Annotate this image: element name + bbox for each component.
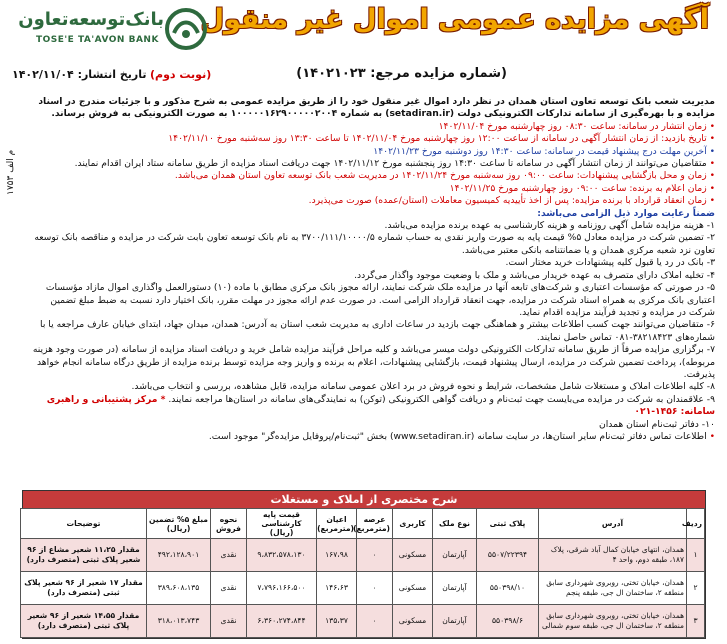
table-cell: مسکونی xyxy=(393,539,433,572)
intro-paragraph: مدیریت شعب بانک توسعه تعاون استان همدان در نظر دارد اموال غیر منقول خود را از طریق مزایده عمومی به شرح مذکور و با جزئیات مندرج در اسناد مزایده و با بهره‌گیری از سامانه تدارکات الکترونیکی دولت (setadiran.ir) به شماره ۱۰۰۰۰۰۱۶۲۹۰۰۰۰۰۲۰۰۴ به صورت الکترونیکی به فروش برساند. xyxy=(38,96,715,120)
table-header-row xyxy=(21,509,705,539)
support-note: * مرکز پشتیبانی و راهبری سامانه: ۱۴۵۶-۰۲۱ xyxy=(46,393,715,418)
table-header: کاربری xyxy=(393,509,433,539)
table-row xyxy=(21,605,705,638)
schedule-item: • آخرین مهلت درج پیشنهاد قیمت در سامانه: ساعت ۱۴:۳۰ روز دوشنبه مورخ ۱۴۰۲/۱۱/۲۳ xyxy=(373,145,715,157)
bank-logo xyxy=(14,5,214,57)
condition-item: ۱۰- دفاتر ثبت‌نام استان همدان xyxy=(598,418,715,430)
table-header: آدرس xyxy=(539,509,687,539)
table-cell: مسکونی xyxy=(393,605,433,638)
condition-item: ۸- کلیه اطلاعات املاک و مستغلات شامل مشخصات، شرایط و نحوه فروش در برد اعلان عمومی سامانه مزایده، قابل مشاهده، بررسی و انتخاب می‌باشد. xyxy=(131,381,715,393)
condition-item: ۵- در صورتی که مؤسسات اعتباری و شرکت‌های تابعه آنها در مزایده ملک شرکت نمایند، ارائه مجوز بانک مرکزی مطابق با ماده (۱۰) دستورالعمل واگذاری اموال مازاد مؤسسات اعتباری بانک مرکزی به همراه اسناد شرکت در مزایده، جهت انعقاد قرارداد الزامی است. در صورت عدم ارائه مجوز در مهلت مقرر، بانک اختیار دارد نسبت به ضبط مبلغ تضمین شرکت در مزایده و تجدید فرآیند مزایده اقدام نماید. xyxy=(45,282,715,318)
table-cell: نقدی xyxy=(211,572,247,605)
table-cell: ۱۳۵،۳۷ xyxy=(317,605,357,638)
condition-item: ۷- برگزاری مزایده صرفاً از طریق سامانه تدارکات الکترونیکی دولت میسر می‌باشد و کلیه مراحل فرآیند مزایده شامل خرید و دریافت اسناد مزایده از سامانه (در صورت وجود هزینه مربوطه)، پرداخت تضمین شرکت در مزایده، ارسال پیشنهاد قیمت، بازگشایی پیشنهادات، اعلام به برنده و واریز وجه مزایده توسط برنده مزایده از طریق درگاه سامانه انجام خواهد پذیرفت. xyxy=(32,344,715,380)
table-header: نحوه فروش xyxy=(211,509,247,539)
table-cell: ۱۶۷،۹۸ xyxy=(317,539,357,572)
table-cell: ۳ xyxy=(687,605,705,638)
table-cell: ۴۹۲،۱۲۸،۹۰۱ xyxy=(147,539,211,572)
table-cell: مقدار ۱۱،۲۵ شعیر مشاع از ۹۶ شعیر پلاک ثبتی (متصرف دارد) xyxy=(21,539,147,572)
bank-emblem-icon xyxy=(164,7,208,51)
condition-item: ۱- هزینه مزایده شامل آگهی روزنامه و هزینه کارشناسی به عهده برنده مزایده می‌باشد. xyxy=(384,220,715,232)
notice-subbar xyxy=(0,66,727,88)
table-cell: ۵۵۰۷/۲۲۳۹۴ xyxy=(477,539,539,572)
condition-item: ۴- تخلیه املاک دارای متصرف به عهده خریدار می‌باشد و ملک با وضعیت موجود واگذار می‌گردد. xyxy=(354,269,715,281)
bank-logo-en: TOSE'E TA'AVON BANK xyxy=(36,35,159,45)
condition-item: ۹- علاقمندان به شرکت در مزایده می‌بایست جهت ثبت‌نام و دریافت گواهی الکترونیکی (توکن) به نمایندگی‌های سامانه در استان‌ها مراجعه نمایند. * مرکز پشتیبانی و راهبری سامانه: ۱۴۵۶-۰۲۱ xyxy=(46,393,715,418)
condition-item: ۳- بانک در رد یا قبول کلیه پیشنهادات خرید مختار است. xyxy=(505,257,715,269)
table-cell: آپارتمان xyxy=(433,605,477,638)
bank-logo-fa: بانک‌توسعه‌تعاون xyxy=(18,9,164,30)
table-cell: ۰ xyxy=(357,605,393,638)
schedule-item: • زمان و محل بازگشایی پیشنهادات: ساعت ۰۹:۰۰ روز سه‌شنبه مورخ ۱۴۰۲/۱۱/۲۴ در مدیریت شعب بانک توسعه تعاون استان همدان می‌باشد. xyxy=(174,170,715,182)
side-code: م الف ۱۷۵۳ xyxy=(6,150,16,196)
condition-item: • اطلاعات تماس دفاتر ثبت‌نام سایر استان‌ها، در سایت سامانه (www.setadiran.ir) بخش "ثبت‌نام/پروفایل مزایده‌گر" موجود است. xyxy=(208,430,715,442)
table-cell: ۲ xyxy=(687,572,705,605)
table-cell: ۷،۷۹۶،۱۶۶،۵۰۰ xyxy=(247,572,317,605)
table-header: توضیحات xyxy=(21,509,147,539)
table-row xyxy=(21,572,705,605)
table-cell: ۳۸۹،۶۰۸،۱۳۵ xyxy=(147,572,211,605)
table-cell: مسکونی xyxy=(393,572,433,605)
turn-label: (نوبت دوم) xyxy=(150,68,212,81)
property-table xyxy=(22,490,706,639)
table-cell: ۱۴۶،۶۳ xyxy=(317,572,357,605)
table-header: نوع ملک xyxy=(433,509,477,539)
table-header: عرصه (مترمربع) xyxy=(357,509,393,539)
table-header: پلاک ثبتی xyxy=(477,509,539,539)
table-cell: ۵۵۰۳۹۸/۱۰ xyxy=(477,572,539,605)
table-cell: ۶،۳۶۰،۲۷۴،۸۴۴ xyxy=(247,605,317,638)
schedule-item: • زمان انتشار در سامانه: ساعت ۰۸:۳۰ روز چهارشنبه مورخ ۱۴۰۲/۱۱/۰۴ xyxy=(438,120,715,132)
conditions-heading: ضمناً رعایت موارد ذیل الزامی می‌باشد: xyxy=(537,207,715,219)
reference-number: (شماره مزایده مرجع: ۱۴۰۲۱۰۲۳) xyxy=(296,66,507,81)
table-header: مبلغ ۵% تضمین (ریال) xyxy=(147,509,211,539)
table-cell: ۵۵۰۳۹۸/۶ xyxy=(477,605,539,638)
table-cell: همدان، خیابان تختی، روبروی شهرداری سابق منطقه ۲، ساختمان ال جی، طبقه پنجم xyxy=(539,572,687,605)
table-cell: مقدار ۱۴،۵۵ شعیر از ۹۶ شعیر پلاک ثبتی (متصرف دارد) xyxy=(21,605,147,638)
schedule-item: • متقاضیان می‌توانند از زمان انتشار آگهی در سامانه تا ساعت ۱۴:۳۰ روز پنجشنبه مورخ ۱۴۰۲/۱۱/۱۲ جهت دریافت اسناد مزایده از طریق سامانه ستاد ایران اقدام نمایند. xyxy=(74,158,715,170)
table-header: اعیان (مترمربع) xyxy=(317,509,357,539)
table-cell: ۰ xyxy=(357,572,393,605)
table-cell: آپارتمان xyxy=(433,539,477,572)
notice-body xyxy=(25,96,715,443)
table-cell: ۹،۸۳۲،۵۷۸،۱۳۰ xyxy=(247,539,317,572)
table-cell: ۰ xyxy=(357,539,393,572)
notice-title: آگهی مزایده عمومی اموال غیر منقول xyxy=(200,4,709,35)
condition-item: ۲- تضمین شرکت در مزایده معادل ۵% قیمت پایه به صورت واریز نقدی به حساب شماره ۳۷۰۰/۱۱۱/۱۰۰۰۰/۵ به نام بانک توسعه تعاون بابت شرکت در مزایده و مناقصه بانک توسعه تعاون نزد شعبه مرکزی همدان و یا ضمانتنامه بانکی معتبر می‌باشد. xyxy=(34,232,715,256)
table-header: قیمت پایه کارشناسی (ریال) xyxy=(247,509,317,539)
table-cell: ۱ xyxy=(687,539,705,572)
schedule-item: • زمان اعلام به برنده: ساعت ۰۹:۰۰ روز چهارشنبه مورخ ۱۴۰۲/۱۱/۲۵ xyxy=(449,182,715,194)
table-cell: نقدی xyxy=(211,539,247,572)
table-cell: همدان، انتهای خیابان کمال آباد شرقی، پلاک ۱۸۷، طبقه دوم، واحد ۴ xyxy=(539,539,687,572)
schedule-item: • زمان انعقاد قرارداد با برنده مزایده: پس از اخذ تأییدیه کمیسیون معاملات (استان/عمده) صورت می‌پذیرد. xyxy=(308,195,715,207)
condition-item: ۶- متقاضیان می‌توانند جهت کسب اطلاعات بیشتر و هماهنگی جهت بازدید در ساعات اداری به مدیریت شعب استان به آدرس: همدان، میدان جهاد، ابتدای خیابان عارف مراجعه یا با شماره‌های ۳۸۲۱۸۴۲۳-۰۸۱ تماس حاصل نمایند. xyxy=(40,319,715,343)
table-cell: همدان، خیابان تختی، روبروی شهرداری سابق منطقه ۲، ساختمان ال جی، طبقه سوم شمالی xyxy=(539,605,687,638)
table-header: ردیف xyxy=(687,509,705,539)
table-row xyxy=(21,539,705,572)
table-title: شرح مختصری از املاک و مستغلات xyxy=(23,491,705,508)
table-cell: نقدی xyxy=(211,605,247,638)
notice-header xyxy=(0,0,727,62)
schedule-item: • تاریخ بازدید: از زمان انتشار آگهی در سامانه از ساعت ۱۲:۰۰ روز چهارشنبه مورخ ۱۴۰۲/۱۱/۰۴ تا ساعت ۱۳:۳۰ روز سه‌شنبه مورخ ۱۴۰۲/۱۱/۱۰ xyxy=(168,133,715,145)
publication-date: تاریخ انتشار: ۱۴۰۲/۱۱/۰۴ xyxy=(12,68,147,81)
table-cell: ۳۱۸،۰۱۳،۷۴۳ xyxy=(147,605,211,638)
table-cell: آپارتمان xyxy=(433,572,477,605)
table-cell: مقدار ۱۷ شعیر از ۹۶ شعیر پلاک ثبتی (متصرف دارد) xyxy=(21,572,147,605)
